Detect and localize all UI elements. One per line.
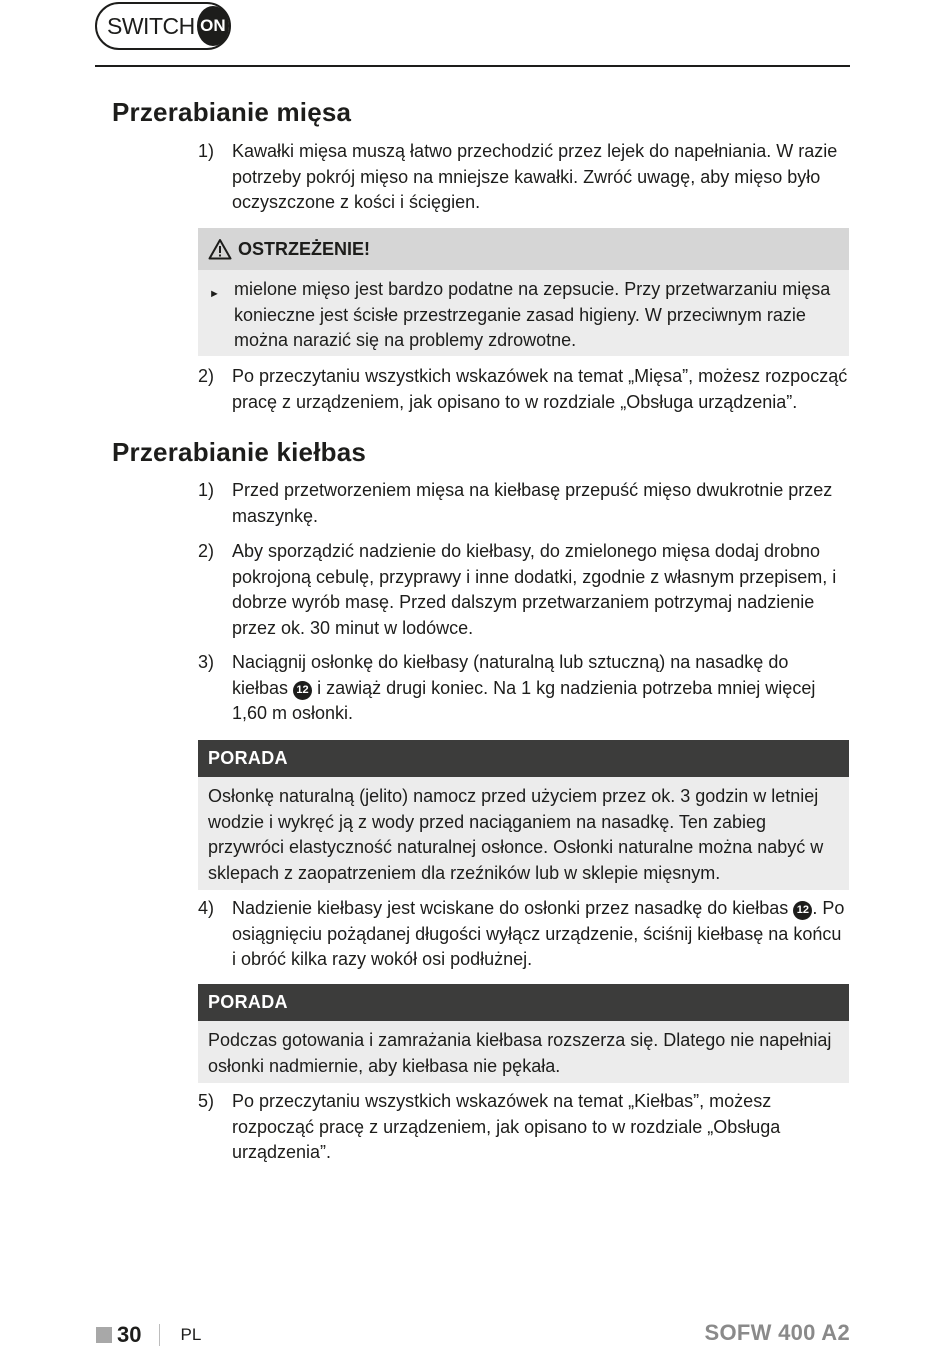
- warning-text: mielone mięso jest bardzo podatne na zepsucie. Przy przetwarzaniu mięsa konieczne jest ścisłe przestrzeganie zasad higieny. W przeciwnym razie można narazić się na problemy zdrowotne.: [234, 279, 831, 350]
- step-text: Kawałki mięsa muszą łatwo przechodzić przez lejek do napełniania. W razie potrzeby pokrój mięso na mniejsze kawałki. Zwróć uwagę, aby mięso było oczyszczone z kości i ścięgien.: [232, 141, 838, 212]
- step-number: 1): [198, 480, 215, 500]
- tip-text: Podczas gotowania i zamrażania kiełbasa rozszerza się. Dlatego nie napełniaj osłonki nadmiernie, aby kiełbasa nie pękała.: [208, 1030, 832, 1076]
- step-text-part: Po osiągnięciu pożądanej długości wyłącz urządzenie, ściśnij kiełbasę na końcu i obróć kilka razy wokół osi podłużnej.: [232, 898, 845, 969]
- step-text: Po przeczytaniu wszystkich wskazówek na temat „Mięsa”, możesz rozpocząć pracę z urządzeniem, jak opisano to w rozdziale „Obsługa urządzenia”.: [232, 366, 848, 412]
- tip-box: [198, 984, 849, 1083]
- step-number: 3): [198, 652, 215, 672]
- step-text: Przed przetworzeniem mięsa na kiełbasę przepuść mięso dwukrotnie przez maszynkę.: [232, 480, 833, 526]
- sausage-step-4: [198, 896, 848, 973]
- page-footer: [96, 1322, 201, 1348]
- tip-text: Osłonkę naturalną (jelito) namocz przed użyciem przez ok. 3 godzin w letniej wodzie i wykręć ją z wody przed naciąganiem na nasadkę. Ten zabieg przywróci elastyczność naturalnej osłonce. Osłonki naturalne można nabyć w sklepach z zaopatrzeniem dla rzeźników lub w sklepie mięsnym.: [208, 786, 824, 883]
- step-text: Aby sporządzić nadzienie do kiełbasy, do zmielonego mięsa dodaj drobno pokrojoną cebulę, przyprawy i inne dodatki, zgodnie z własnym przepisem, i dobrze wyrób masę. Przed dalszym przetwarzaniem potrzymaj nadzienie przez ok. 30 minut w lodówce.: [232, 541, 837, 638]
- sausage-step-3: [198, 650, 848, 727]
- part-reference-badge: 12: [793, 901, 812, 920]
- header-rule: [95, 65, 850, 67]
- meat-step-1: [198, 139, 848, 216]
- meat-step-2: [198, 364, 848, 415]
- power-icon: ON: [197, 6, 229, 46]
- step-text-part: Nadzienie kiełbasy jest wciskane do osłonki przez nasadkę do kiełbas: [232, 898, 789, 918]
- tip-header: PORADA: [198, 740, 849, 777]
- step-number: 2): [198, 541, 215, 561]
- step-number: 4): [198, 898, 215, 918]
- step-number: 1): [198, 141, 215, 161]
- footer-square-icon: [96, 1327, 112, 1343]
- step-text: Nadzienie kiełbasy jest wciskane do osłonki przez nasadkę do kiełbas 12 . Po osiągnięciu pożądanej długości wyłącz urządzenie, ściśnij kiełbasę na końcu i obróć kilka razy wokół osi podłużnej.: [232, 898, 845, 969]
- sausage-step-2: [198, 539, 848, 641]
- logo-text: SWITCH: [107, 12, 195, 39]
- warning-header: [198, 228, 849, 270]
- step-text: Po przeczytaniu wszystkich wskazówek na temat „Kiełbas”, możesz rozpocząć pracę z urządzeniem, jak opisano to w rozdziale „Obsługa urządzenia”.: [232, 1091, 781, 1162]
- model-number: SOFW 400 A2: [704, 1320, 850, 1345]
- step-text: [232, 650, 848, 727]
- tip-header: PORADA: [198, 984, 849, 1021]
- page-number: 30: [117, 1322, 142, 1347]
- warning-title: OSTRZEŻENIE!: [238, 238, 371, 259]
- step-text-part: Naciągnij osłonkę do kiełbasy (naturalną lub sztuczną) na nasadkę do kiełbas: [232, 652, 789, 698]
- part-reference-badge: 12: [293, 681, 312, 700]
- sausage-step-5: [198, 1089, 848, 1166]
- warning-triangle-icon: [208, 238, 232, 260]
- step-number: 5): [198, 1091, 215, 1111]
- step-text-part: i zawiąż drugi koniec. Na 1 kg nadzienia potrzeba mniej więcej 1,60 m osłonki.: [232, 677, 816, 723]
- sausage-step-1: [198, 478, 848, 529]
- brand-logo: [95, 2, 231, 50]
- section-title-meat: Przerabianie mięsa: [112, 97, 352, 127]
- footer-divider: [159, 1324, 160, 1346]
- section-title-sausage: Przerabianie kiełbas: [112, 437, 367, 467]
- bullet-arrow-icon: ►: [209, 288, 220, 300]
- tip-box: [198, 740, 849, 890]
- language-code: PL: [180, 1325, 202, 1344]
- step-number: 2): [198, 366, 215, 386]
- warning-body: [198, 270, 849, 354]
- warning-box: [198, 228, 849, 356]
